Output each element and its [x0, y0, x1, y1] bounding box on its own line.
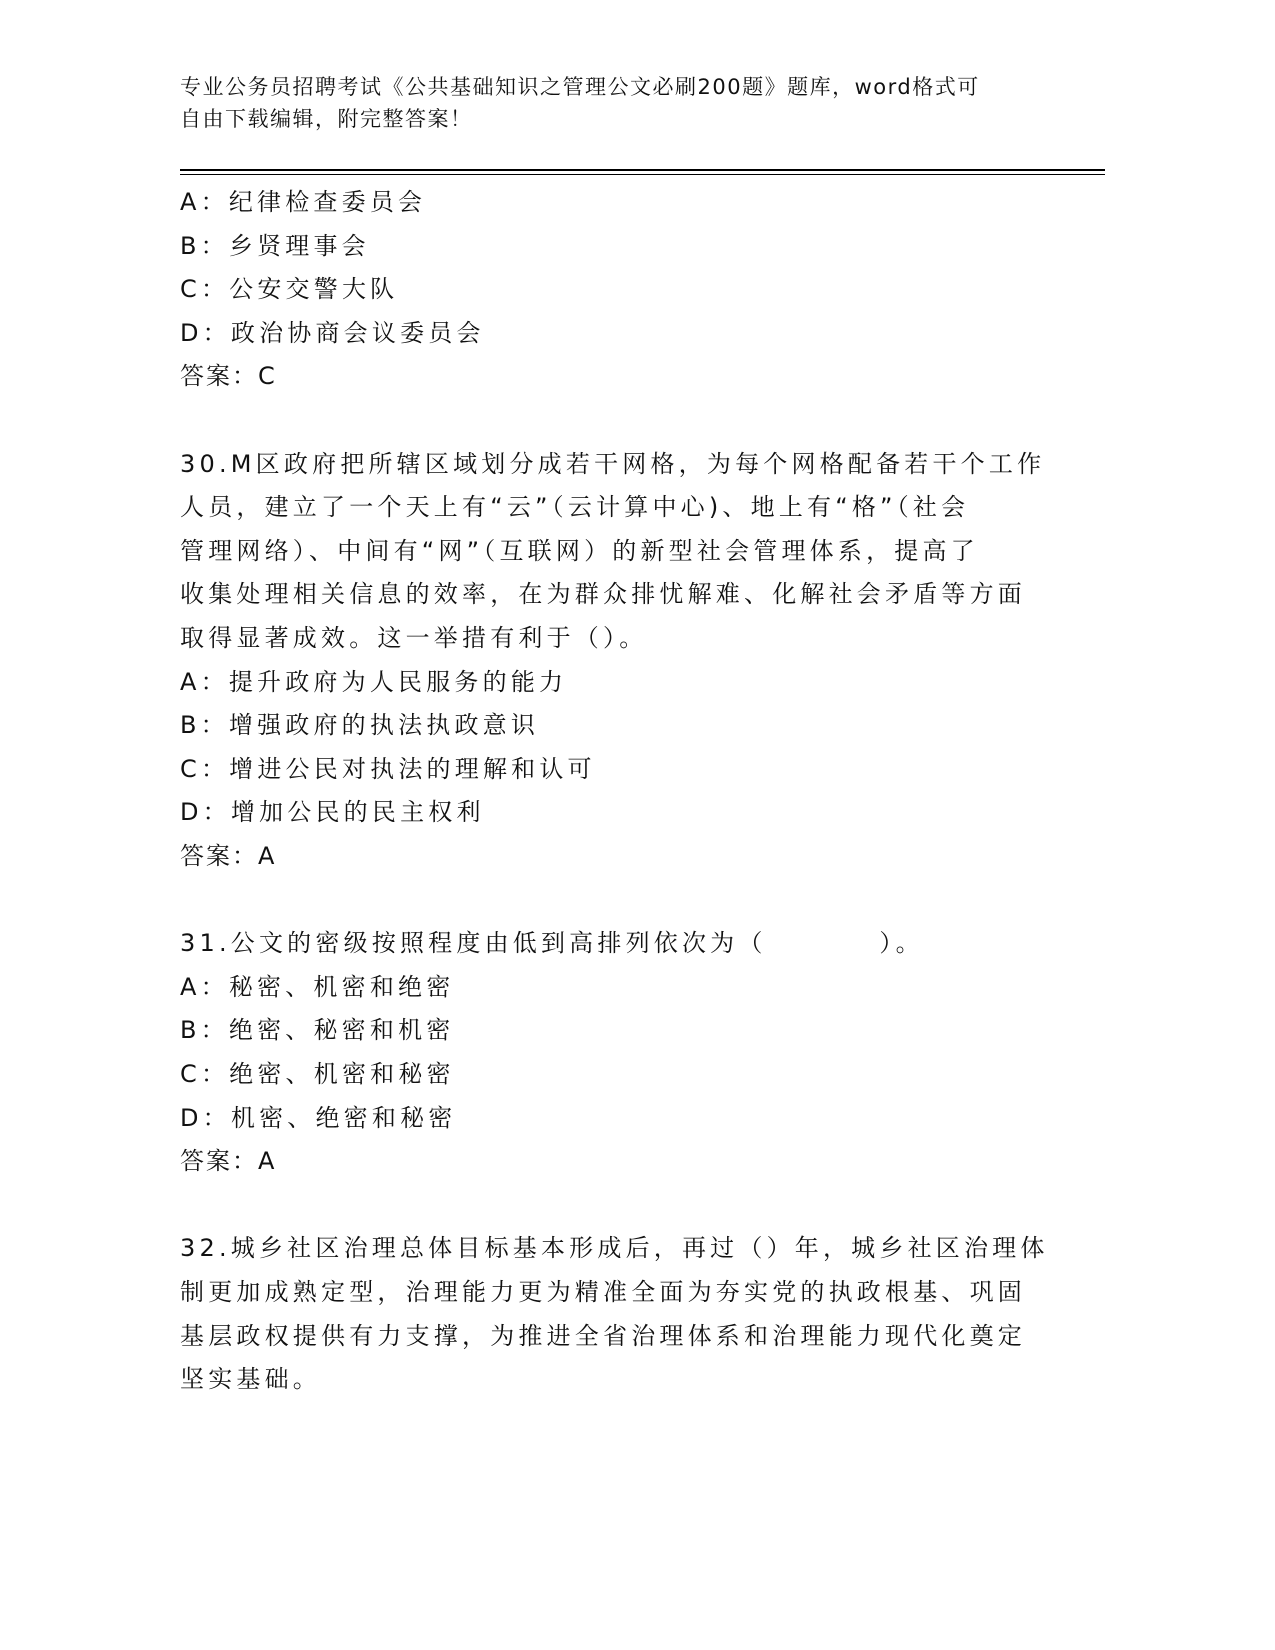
option-d: D：机密、绝密和秘密 [180, 1103, 457, 1132]
question-stem: 基层政权提供有力支撑，为推进全省治理体系和治理能力现代化奠定 [180, 1321, 1026, 1350]
question-stem: 31.公文的密级按照程度由低到高排列依次为（ ）。 [180, 929, 924, 958]
question-stem: 收集处理相关信息的效率，在为群众排忧解难、化解社会矛盾等方面 [180, 580, 1026, 609]
answer: 答案：A [180, 842, 277, 870]
option-d: D：政治协商会议委员会 [180, 318, 485, 347]
question-stem: 坚实基础。 [180, 1365, 321, 1394]
question-stem: 32.城乡社区治理总体目标基本形成后，再过（）年，城乡社区治理体 [180, 1234, 1049, 1263]
question-stem: 取得显著成效。这一举措有利于（）。 [180, 624, 648, 652]
question-stem: 人员，建立了一个天上有“云”（云计算中心)、地上有“格”（社会 [180, 493, 970, 522]
answer: 答案：A [180, 1147, 277, 1176]
option-b: B：乡贤理事会 [180, 231, 370, 260]
question-stem: 管理网络）、中间有“网”（互联网）的新型社会管理体系，提高了 [180, 536, 979, 565]
option-c: C：公安交警大队 [180, 275, 399, 304]
option-a: A：提升政府为人民服务的能力 [180, 667, 568, 696]
header-divider-thin [180, 174, 1105, 175]
option-b: B：增强政府的执法执政意识 [180, 711, 540, 740]
answer: 答案：C [180, 362, 277, 391]
option-d: D：增加公民的民主权利 [180, 798, 485, 827]
option-a: A：纪律检查委员会 [180, 188, 427, 216]
option-c: C：绝密、机密和秘密 [180, 1060, 455, 1088]
header-line-2: 自由下载编辑，附完整答案！ [180, 107, 473, 131]
option-c: C：增进公民对执法的理解和认可 [180, 754, 596, 783]
question-stem: 制更加成熟定型，治理能力更为精准全面为夯实党的执政根基、巩固 [180, 1278, 1026, 1306]
header-divider [180, 169, 1105, 171]
header-line-1: 专业公务员招聘考试《公共基础知识之管理公文必刷200题》题库，word格式可 [180, 75, 980, 99]
option-b: B：绝密、秘密和机密 [180, 1016, 455, 1045]
question-stem: 30.M区政府把所辖区域划分成若干网格，为每个网格配备若干个工作 [180, 449, 1046, 478]
option-a: A：秘密、机密和绝密 [180, 972, 455, 1001]
